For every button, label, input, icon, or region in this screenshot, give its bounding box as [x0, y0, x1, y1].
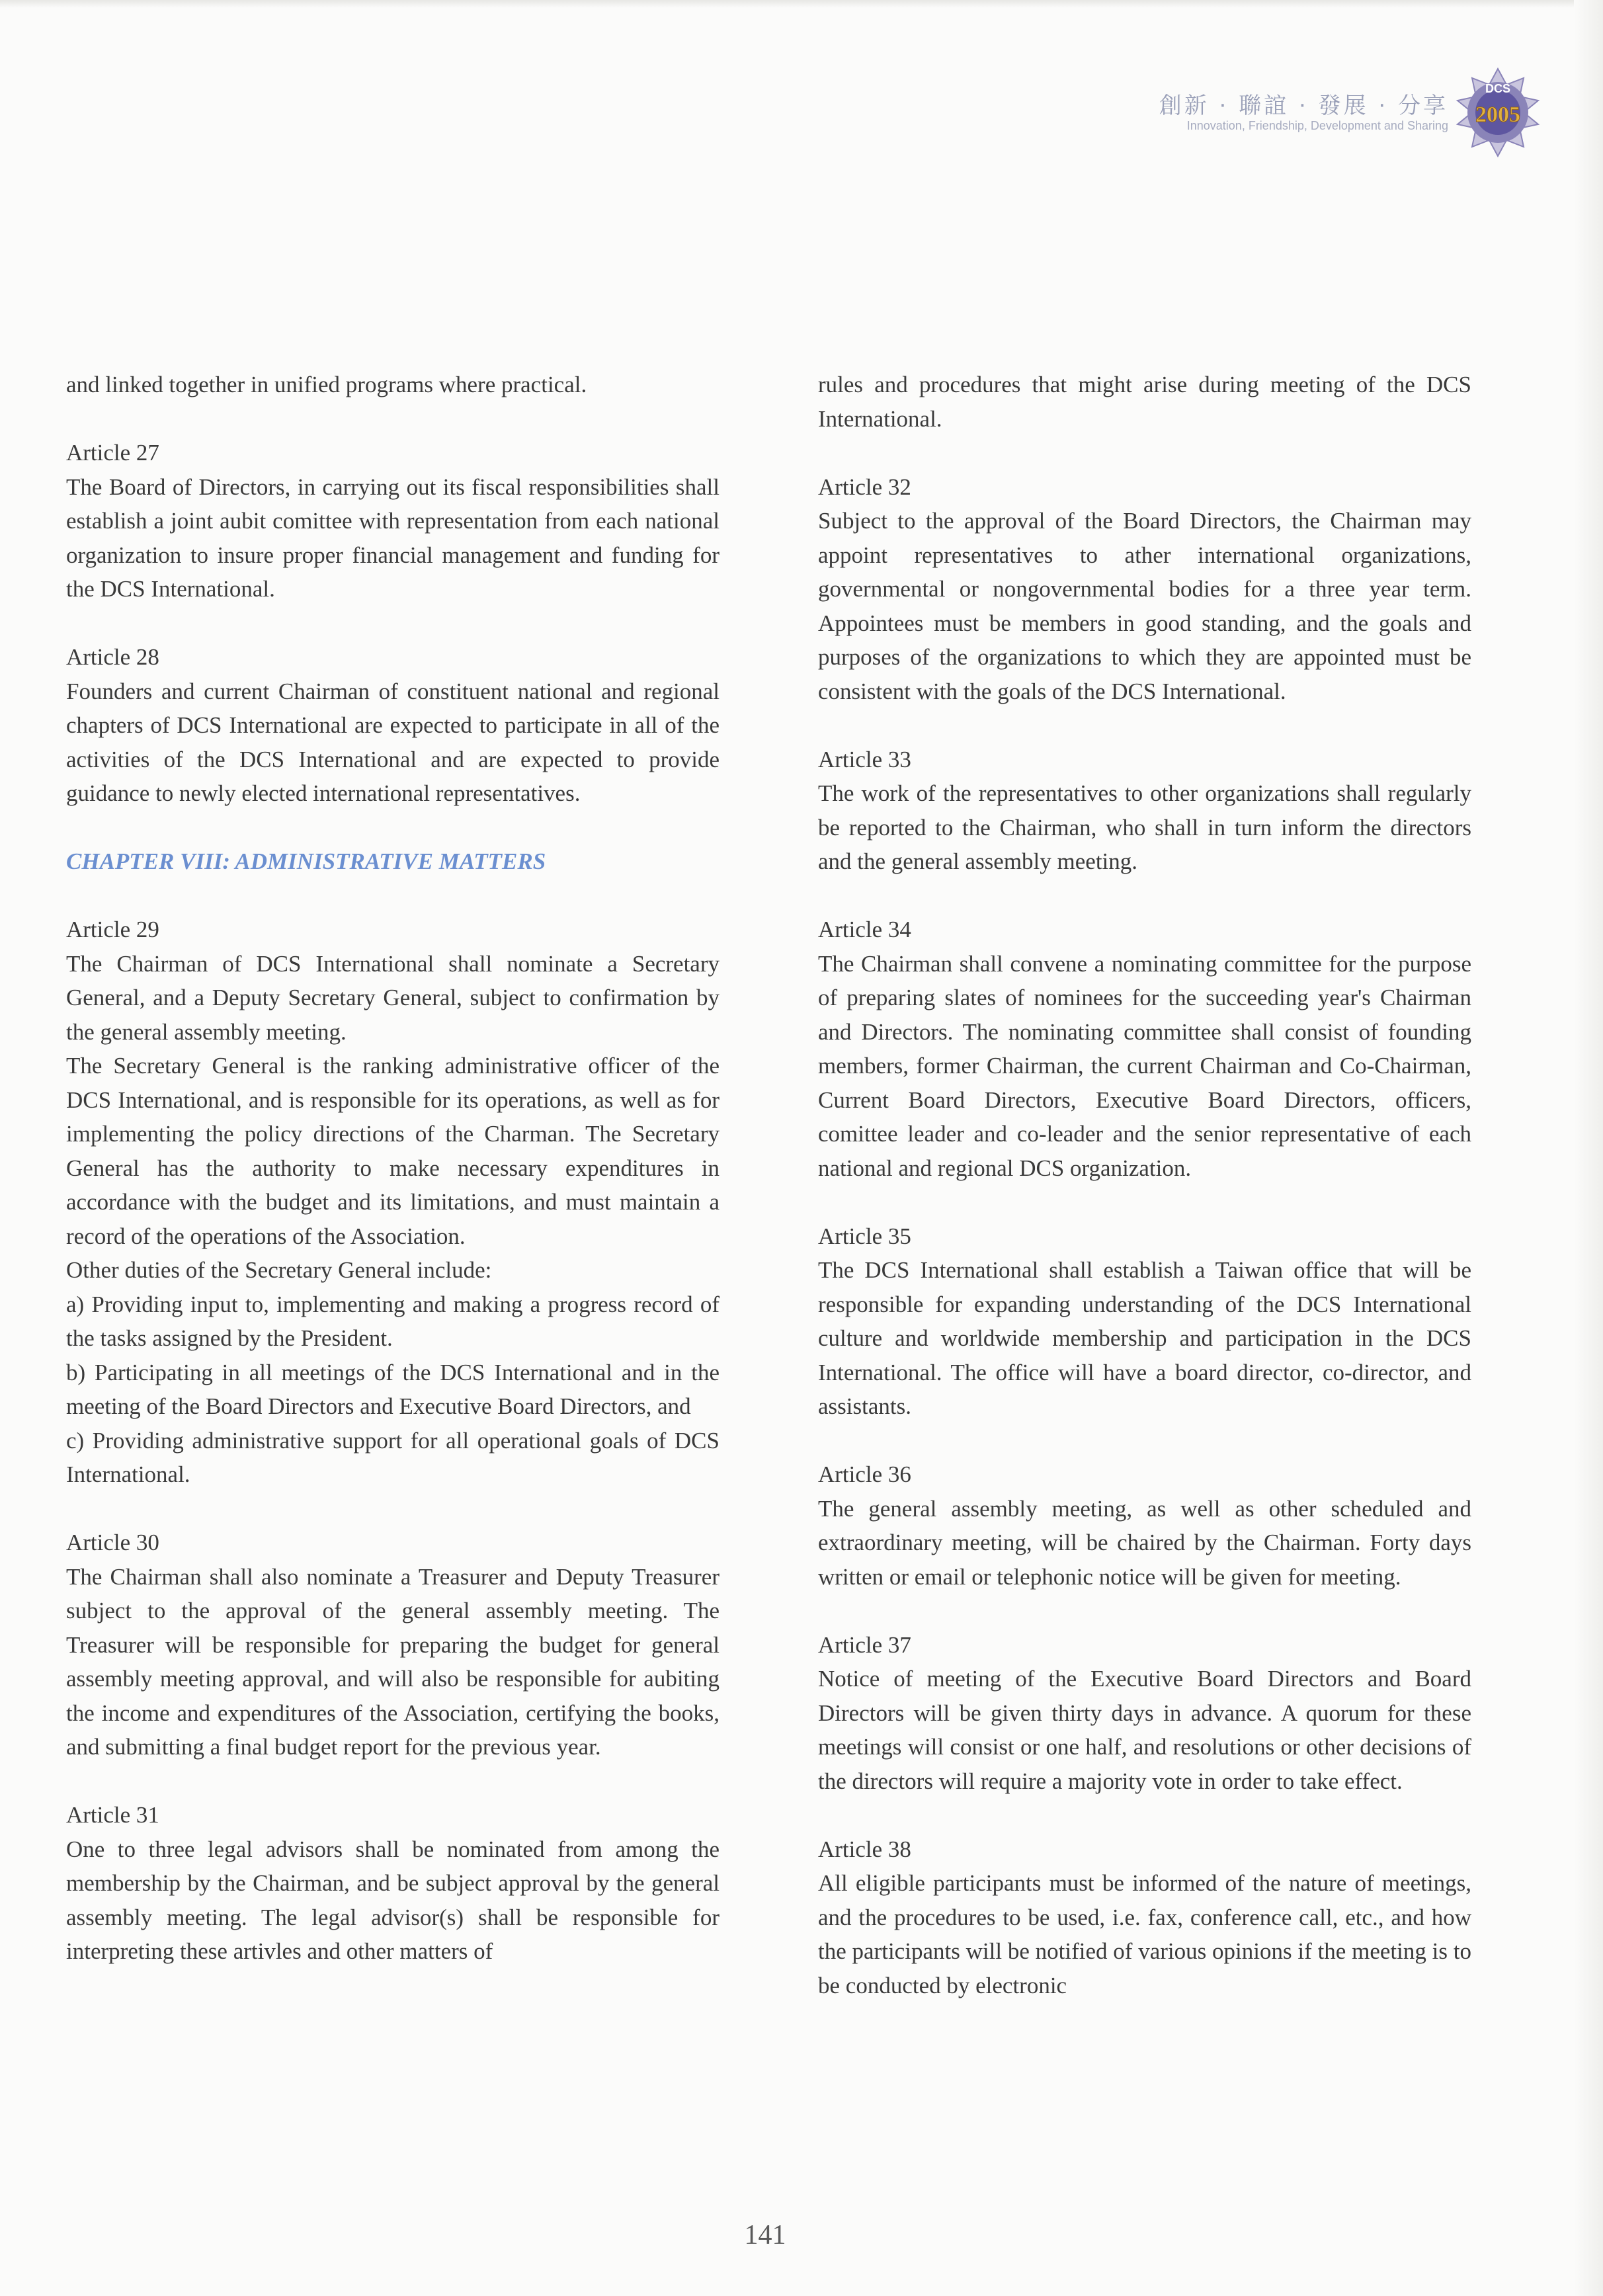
article-37-body: Notice of meeting of the Executive Board Directors and Board Directors will be given thirty days in advance. A quorum for these meetings will consist or one half, and resolutions or other decisions of the directors will require a majority vote in order to take effect. — [818, 1666, 1471, 1794]
article-32-body: Subject to the approval of the Board Directors, the Chairman may appoint representatives to ather international organizations, governmental or nongovernmental bodies for a three year term. Appointees must be members in good standing, and the goals and purposes of the organizations to which they are appointed must be consistent with the goals of the DCS International. — [818, 508, 1471, 704]
emblem-year: 2005 — [1475, 102, 1520, 127]
header-chinese-motto: 創新 · 聯誼 · 發展 · 分享 — [1159, 93, 1448, 119]
chapter-heading: CHAPTER VIII: ADMINISTRATIVE MATTERS — [66, 848, 546, 874]
article-29-item-b: b) Participating in all meetings of the DCS International and in the meeting of the Board Directors and Executive Board Directors, and — [66, 1359, 719, 1419]
article-30-body: The Chairman shall also nominate a Treasurer and Deputy Treasurer subject to the approval of the general assembly meeting. The Treasurer will be responsible for preparing the budget for general assembly meeting approval, and will also be responsible for aubiting the income and expenditures of the Association, certifying the books, and submitting a final budget report for the previous year. — [66, 1563, 719, 1760]
article-33-body: The work of the representatives to other organizations shall regularly be reported to the Chairman, who shall in turn inform the directors and the general assembly meeting. — [818, 780, 1471, 874]
article-30-heading: Article 30 — [66, 1530, 159, 1555]
article-38-body: All eligible participants must be informed of the nature of meetings, and the procedures to be used, i.e. fax, conference call, etc., and how the participants will be notified of various opinions if the meeting is to be conducted by electronic — [818, 1870, 1471, 1998]
page-binding-edge — [1574, 0, 1603, 2296]
continuation-text: rules and procedures that might arise during meeting of the DCS International. — [818, 372, 1471, 432]
article-29-body: The Secretary General is the ranking administrative officer of the DCS International, and is responsible for its operations, as well as for implementing the policy directions of the Charman. The Secretary General has the authority to make necessary expenditures in accordance with the budget and its limitations, and must maintain a record of the operations of the Association. — [66, 1053, 719, 1249]
article-27-heading: Article 27 — [66, 440, 159, 466]
left-column — [66, 368, 719, 1969]
right-column — [818, 368, 1471, 2002]
continuation-text: and linked together in unified programs where practical. — [66, 372, 587, 397]
page-number: 141 — [744, 2220, 786, 2250]
article-31-heading: Article 31 — [66, 1802, 159, 1828]
article-35-body: The DCS International shall establish a Taiwan office that will be responsible for expanding understanding of the DCS International culture and worldwide membership and participation in the DCS International. The office will have a board director, co-director, and assistants. — [818, 1257, 1471, 1419]
article-37-heading: Article 37 — [818, 1631, 911, 1658]
article-36-heading: Article 36 — [818, 1461, 911, 1487]
article-29-body: The Chairman of DCS International shall nominate a Secretary General, and a Deputy Secretary General, subject to confirmation by the general assembly meeting. — [66, 950, 719, 1045]
article-27-body: The Board of Directors, in carrying out its fiscal responsibilities shall establish a joint aubit comittee with representation from each national organization to insure proper financial management and funding for the DCS International. — [66, 473, 719, 602]
article-33-heading: Article 33 — [818, 746, 911, 772]
article-34-heading: Article 34 — [818, 917, 911, 942]
article-29-item-c: c) Providing administrative support for all operational goals of DCS International. — [66, 1427, 719, 1487]
emblem-top-text: DCS — [1485, 82, 1511, 95]
page-header — [1159, 66, 1561, 159]
article-31-body: One to three legal advisors shall be nominated from among the membership by the Chairman, and be subject approval by the general assembly meeting. The legal advisor(s) shall be responsible for interpreting these artivles and other matters of — [66, 1836, 719, 1964]
article-38-heading: Article 38 — [818, 1836, 911, 1862]
article-29-body: Other duties of the Secretary General include: — [66, 1257, 492, 1283]
header-english-motto: Innovation, Friendship, Development and Sharing — [1186, 119, 1448, 132]
page-top-edge — [0, 0, 1603, 8]
article-34-body: The Chairman shall convene a nominating committee for the purpose of preparing slates of nominees for the succeeding year's Chairman and Directors. The nominating committee shall consist of founding members, former Chairman, the current Chairman and Co-Chairman, Current Board Directors, Executive Board Directors, officers, comittee leader and co-leader and the senior representative of each national and regional DCS organization. — [818, 950, 1471, 1181]
article-28-heading: Article 28 — [66, 644, 159, 670]
article-28-body: Founders and current Chairman of constituent national and regional chapters of DCS International are expected to participate in all of the activities of the DCS International and are expected to provide guidance to newly elected international representatives. — [66, 678, 719, 806]
dcs-2005-emblem-icon — [1455, 66, 1541, 159]
article-29-heading: Article 29 — [66, 917, 159, 942]
article-29-item-a: a) Providing input to, implementing and making a progress record of the tasks assigned by the President. — [66, 1291, 719, 1351]
article-36-body: The general assembly meeting, as well as other scheduled and extraordinary meeting, will be chaired by the Chairman. Forty days written or email or telephonic notice will be given for meeting. — [818, 1495, 1471, 1590]
article-35-heading: Article 35 — [818, 1223, 911, 1249]
article-32-heading: Article 32 — [818, 473, 911, 500]
